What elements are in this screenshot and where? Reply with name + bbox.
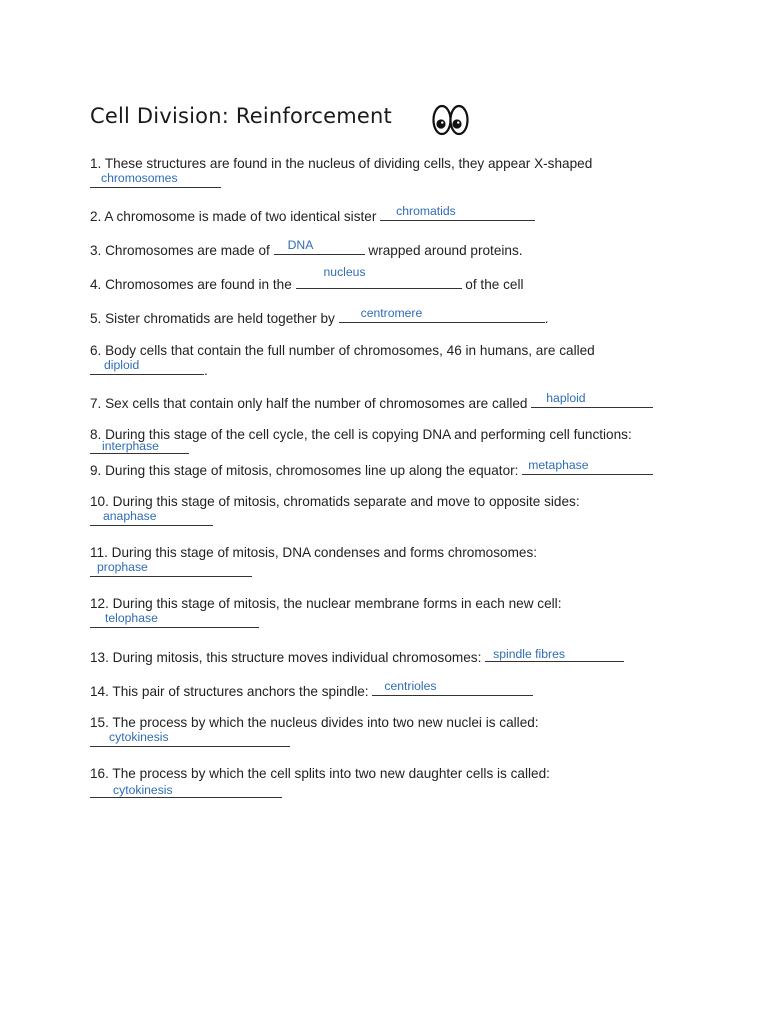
answer-text: interphase	[102, 439, 159, 453]
answer-text: diploid	[104, 358, 140, 372]
question-15	[90, 715, 539, 747]
answer-text: prophase	[97, 560, 148, 574]
question-7	[90, 393, 653, 412]
answer-blank[interactable]	[522, 460, 653, 475]
question-text: 13. During mitosis, this structure moves individual chromosomes:	[90, 650, 486, 665]
question-16	[90, 766, 550, 798]
answer-blank[interactable]	[274, 240, 365, 255]
question-2	[90, 206, 535, 225]
question-text-after: of the cell	[461, 277, 524, 292]
question-11	[90, 545, 537, 577]
question-text: 12. During this stage of mitosis, the nuclear membrane forms in each new cell:	[90, 596, 562, 611]
answer-text: DNA	[287, 238, 314, 252]
question-3	[90, 240, 523, 259]
question-4	[90, 265, 524, 293]
answer-text: telophase	[105, 611, 158, 625]
page-title: Cell Division: Reinforcement	[90, 104, 392, 128]
cartoon-eyes-icon	[432, 103, 470, 137]
answer-blank[interactable]	[296, 265, 462, 289]
question-text: 15. The process by which the nucleus divides into two new nuclei is called:	[90, 715, 539, 730]
answer-blank[interactable]	[90, 173, 221, 188]
question-text: 16. The process by which the cell splits into two new daughter cells is called:	[90, 766, 550, 781]
question-text: 7. Sex cells that contain only half the number of chromosomes are called	[90, 396, 532, 411]
question-text-after: wrapped around proteins.	[364, 243, 523, 258]
answer-blank[interactable]	[90, 732, 290, 747]
answer-blank[interactable]	[339, 308, 545, 323]
answer-blank[interactable]	[485, 647, 624, 662]
answer-text: cytokinesis	[109, 730, 169, 744]
answer-blank[interactable]	[90, 360, 204, 375]
answer-text: metaphase	[528, 458, 589, 472]
question-text: 6. Body cells that contain the full number of chromosomes, 46 in humans, are called	[90, 343, 595, 358]
question-text: 3. Chromosomes are made of	[90, 243, 274, 258]
question-text: 4. Chromosomes are found in the	[90, 277, 296, 292]
question-text: 1. These structures are found in the nucleus of dividing cells, they appear X-shaped	[90, 156, 593, 171]
answer-blank[interactable]	[90, 511, 213, 526]
answer-text: chromosomes	[101, 171, 178, 185]
question-text: 2. A chromosome is made of two identical sister	[90, 209, 381, 224]
question-8	[90, 427, 632, 454]
question-10	[90, 494, 580, 526]
answer-text: centromere	[360, 306, 423, 320]
answer-text: centrioles	[384, 679, 437, 693]
question-text: 14. This pair of structures anchors the spindle:	[90, 684, 373, 699]
answer-blank[interactable]	[90, 562, 252, 577]
question-text-after: .	[544, 311, 549, 326]
answer-text: cytokinesis	[113, 783, 173, 797]
answer-blank[interactable]	[372, 681, 533, 696]
question-1	[90, 156, 592, 188]
question-text: 10. During this stage of mitosis, chromatids separate and move to opposite sides:	[90, 494, 580, 509]
answer-text: nucleus	[323, 265, 366, 279]
question-text: 8. During this stage of the cell cycle, the cell is copying DNA and performing cell functions:	[90, 427, 632, 442]
answer-text: anaphase	[103, 509, 157, 523]
question-5	[90, 308, 548, 327]
answer-blank[interactable]	[90, 613, 259, 628]
question-text: 9. During this stage of mitosis, chromosomes line up along the equator:	[90, 463, 523, 478]
question-6	[90, 343, 595, 379]
answer-text: haploid	[546, 391, 586, 405]
question-9	[90, 460, 653, 479]
answer-text: chromatids	[396, 204, 456, 218]
answer-blank[interactable]	[90, 439, 189, 454]
answer-blank[interactable]	[531, 393, 653, 408]
question-text: 5. Sister chromatids are held together by	[90, 311, 339, 326]
answer-blank[interactable]	[380, 206, 535, 221]
question-text-after: .	[204, 363, 208, 378]
question-13	[90, 647, 624, 666]
question-14	[90, 681, 533, 700]
answer-blank[interactable]	[90, 783, 282, 798]
question-text: 11. During this stage of mitosis, DNA condenses and forms chromosomes:	[90, 545, 538, 560]
answer-text: spindle fibres	[493, 647, 565, 661]
question-12	[90, 596, 561, 628]
